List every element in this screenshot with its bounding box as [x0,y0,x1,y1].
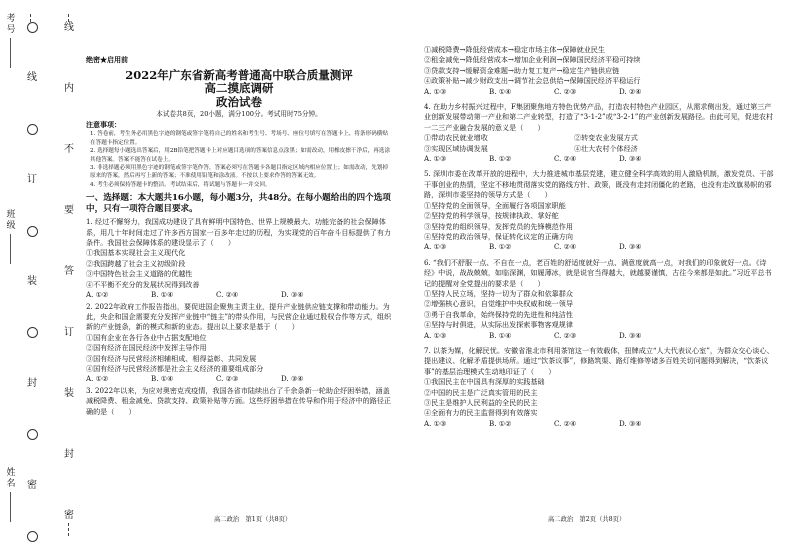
answer-option: B. ①② [489,418,512,428]
question-stem: 5. 深圳市委在改革开放的进程中，大力推进城市基层党建，建立健全科学高效的用人激励机制，激发党员、干部干事创业的热情，坚定不移地贯彻落实党的路线方针、政策，既没有走封闭僵化的老路，也没有走改旗易帜的邪路，深圳市委坚持的领导方式是（ ） [424,169,774,200]
question-stem: 7. 以茶为媒，化解民忧。安徽省淮北市利用茶馆这一有效载体，扭牌成立“人大代表议心室”，为群众交心谈心、提出建议、化解矛盾提供场所。通过“饮茶议事”，修路筑渠、路灯维修等诸多百姓关切问题得到解决，“饮茶议事”的基层治理模式生动地印证了（ ） [424,345,774,376]
question-3-continued [424,45,774,97]
right-column [424,44,774,429]
seal-label: 线 [64,22,74,33]
question-stem: 1. 经过不懈努力，我国成功建设了具有鲜明中国特色、世界上规模最大、功能完备的社会保障体系，用几十年时间走过了许多西方国家一百多年走过的历程，为实现党的百年奋斗目标提供了有力条件。我国社会保障体系的建设显示了（ ） [86,217,392,248]
seal-label: 不 [64,144,74,155]
question-item: ④全面有力的民主监督得到有效落实 [424,408,538,418]
answer-option: C. ②③ [216,374,239,384]
answer-option: A. ①③ [424,86,447,96]
question-item: ①我国民主在中国具有深厚的实践基础 [424,377,545,387]
answer-option: C. ②④ [216,290,239,300]
answer-option: D. ③④ [619,418,642,428]
question-2 [86,302,392,385]
name-field: 姓名 [4,468,18,524]
answer-options [424,331,684,341]
exam-meta: 本试卷共8页，20小题，满分100分。考试用时75分钟。 [156,110,322,118]
seal-label: 装 [64,388,74,399]
seal-label: 密 [64,510,74,521]
answer-option: B. ①④ [489,86,512,96]
answer-option: A. ①③ [424,418,447,428]
question-item: ②我国跨越了社会主义初级阶段 [86,258,186,268]
statement-row [424,144,724,154]
answer-option: A. ①③ [424,242,447,252]
seal-label: 密 [27,479,37,491]
answer-options [424,87,684,97]
question-item: ②增强核心意识，自觉维护中央权威和统一领导 [424,299,573,309]
question-5 [424,169,774,252]
answer-option: D. ③④ [619,154,642,164]
answer-option: C. ②④ [554,154,577,164]
answer-option: D. ③④ [619,242,642,252]
question-item: ①我国基本实现社会主义现代化 [86,248,186,258]
seal-label: 订 [64,327,74,338]
question-item: ①坚持党的全面领导，全面履行各项国家职能 [424,200,566,210]
exam-number-field: 考号 [4,14,18,70]
seal-labels-outer [25,22,39,542]
question-item: ④政策补贴→减少财政支出→调节社会总供给→保障国民经济平稳运行 [424,76,641,86]
seal-label: 内 [64,83,74,94]
question-item: ②转变农业发展方式 [574,133,638,143]
answer-options [86,290,346,300]
exam-title-line2: 高二摸底调研 [204,81,274,95]
question-item: ②坚持党的科学领导，按规律执政、掌好舵 [424,211,559,221]
question-1 [86,217,392,300]
seal-label: 线 [27,72,37,84]
question-item: ③勇于自我革命，始终保持党的先进性和纯洁性 [424,309,573,319]
question-item: ④坚持与时俱进，从实际出发探索事物客观规律 [424,320,573,330]
question-stem: 2. 2022年政府工作报告指出，要促进国企聚焦主责主业，提升产业链供应链支撑和带动能力。为此，央企和国企需要充分发挥产业链中“链主”的带头作用，与民营企业通过股权合作等方式，组织新的产业链条，新的模式和新的业态。提出以上要求是基于（ ） [86,301,392,332]
question-item: ①减税降费→降低经营成本→稳定市场主体→保障就业民生 [424,45,605,54]
page-footer-right: 高二政治 第2页（共8页） [548,516,626,523]
answer-option: C. ②③ [554,330,577,340]
answer-option: A. ①③ [424,330,447,340]
notes-heading: 注意事项： [86,120,121,129]
exam-title-line1: 2022年广东省新高考普通高中联合质量测评 [125,68,353,82]
seal-label: 要 [64,205,74,216]
question-item: ④壮大农村个体经济 [574,143,638,153]
answer-options [424,154,684,164]
question-item: ③中国特色社会主义道路的优越性 [86,269,193,279]
answer-option: D. ③④ [619,330,642,340]
page-footer-left: 高二政治 第1页（共8页） [214,516,292,523]
answer-option: A. ①③ [424,154,447,164]
question-item: ①带动农民就业增收 [424,133,488,143]
question-item: ①国有企业在各行各业中占据支配地位 [86,332,207,342]
secret-label: 绝密★启用前 [86,55,128,64]
question-item: ③坚持党的组织领导，发挥党员的先锋模范作用 [424,221,573,231]
answer-option: B. ①④ [489,330,512,340]
seal-labels-inner [62,22,76,522]
note-item: 4. 考生必须保持答题卡的整洁。考试结束后，将试题与答题卡一并交回。 [90,181,271,188]
answer-option: C. ②④ [554,242,577,252]
answer-option: C. ②③ [554,86,577,96]
question-7 [424,346,774,429]
answer-option: C. ②④ [554,418,577,428]
seal-label: 封 [27,377,37,389]
question-item: ③民主是维护人民利益的全民的民主 [424,398,538,407]
seal-label: 答 [64,266,74,277]
seal-label: 装 [27,275,37,287]
question-item: ④坚持党的政治领导，保证转化议定的正确方向 [424,231,573,241]
question-item: ③贷款支持→缓解资金难题→助力复工复产→稳定生产链供应链 [424,65,620,75]
question-item: ①坚持人民立场，坚持一切为了群众和依靠群众 [424,288,573,298]
exam-title-subject: 政治试卷 [216,95,262,109]
question-item: ②中国的民主是广泛真实管用的民主 [424,387,538,397]
question-item: ③实现区域协调发展 [424,143,488,153]
seal-label: 订 [27,174,37,186]
binding-margin [0,0,84,550]
question-item: ③国有经济与民营经济相辅相成、相得益彰、共同发展 [86,353,257,363]
note-item: 2. 选择题每小题选出答案后，用2B铅笔把答题卡上对应题目选项的答案信息点涂黑；如需改动，用橡皮擦干净后，再选涂其他答案。答案不能答在试卷上。 [90,148,391,163]
answer-option: B. ①② [489,154,512,164]
answer-option: B. ①④ [151,374,174,384]
question-item: ④不平衡不充分的发展状况得到改善 [86,279,200,289]
section-heading: 一、选择题：本大题共16小题，每小题3分，共48分。在每小题给出的四个选项中，只有一项符合题目要求。 [86,193,391,215]
answer-option: D. ③④ [281,290,304,300]
statement-row [424,133,724,143]
note-item: 1. 答卷前，考生务必用黑色字迹的钢笔或签字笔将自己的姓名和考生号、考场号、座位号填写在答题卡上，将条形码横贴在答题卡指定位置。 [90,131,388,146]
question-stem: 6. “我们不舒服一点、不自在一点，老百姓的舒适度就好一点、满意度就高一点，对我们的印象就好一点。《诗经》中说，战战兢兢，如临深渊，如履薄冰，就是说官当得越大，就越要谨慎，古往今来都是如此。”习近平总书记的提醒对全党提出的要求是（ ） [424,257,772,288]
answer-option: D. ②④ [619,86,642,96]
answer-option: B. ①② [489,242,512,252]
answer-options [424,242,684,252]
question-4 [424,102,774,164]
answer-options [86,374,346,384]
question-item: ④国有经济与民营经济都是社会主义经济的重要组成部分 [86,363,264,373]
question-item: ②租金减免→降低经营成本→增加企业利润→保障国民经济平稳可持续 [424,55,641,65]
seal-label: 封 [64,449,74,460]
answer-options [424,419,684,429]
question-3 [86,386,392,417]
left-column [86,48,392,417]
question-stem: 3. 2022年以来，为应对奥密克戎疫情，我国各省市陆续出台了千余条新一轮助企纾困举措，涵盖减税降费、租金减免、贷款支持、政策补贴等方面。这些纾困举措在传导和作用于经济中的路径正确的是（ ） [86,385,392,416]
question-item: ②国有经济在国民经济中发挥主导作用 [86,343,207,353]
answer-option: A. ①② [86,374,109,384]
question-stem: 4. 在助力乡村振兴过程中，F集团聚焦地方特色优势产品，打造农村特色产业园区，从需求侧出发，通过第三产业创新发展带动第一产业和第二产业转型，打造了“3-1-2”或“3-2-1”的产业创新发展路径。由此可见，促进农村一二三产业融合发展的意义是（ ） [424,102,774,132]
answer-option: A. ①② [86,290,109,300]
answer-option: B. ①④ [151,290,174,300]
answer-option: D. ③④ [281,374,304,384]
class-field: 班级 [4,210,18,266]
note-item: 3. 非选择题必须用黑色字迹的钢笔或签字笔作答，答案必须写在答题卡各题目指定区域内相应位置上；如需改动，先划掉原来的答案，然后再写上新的答案；不准使用铅笔和涂改液。不按以上要求作答的答案无效。 [90,165,388,180]
question-6 [424,258,774,341]
